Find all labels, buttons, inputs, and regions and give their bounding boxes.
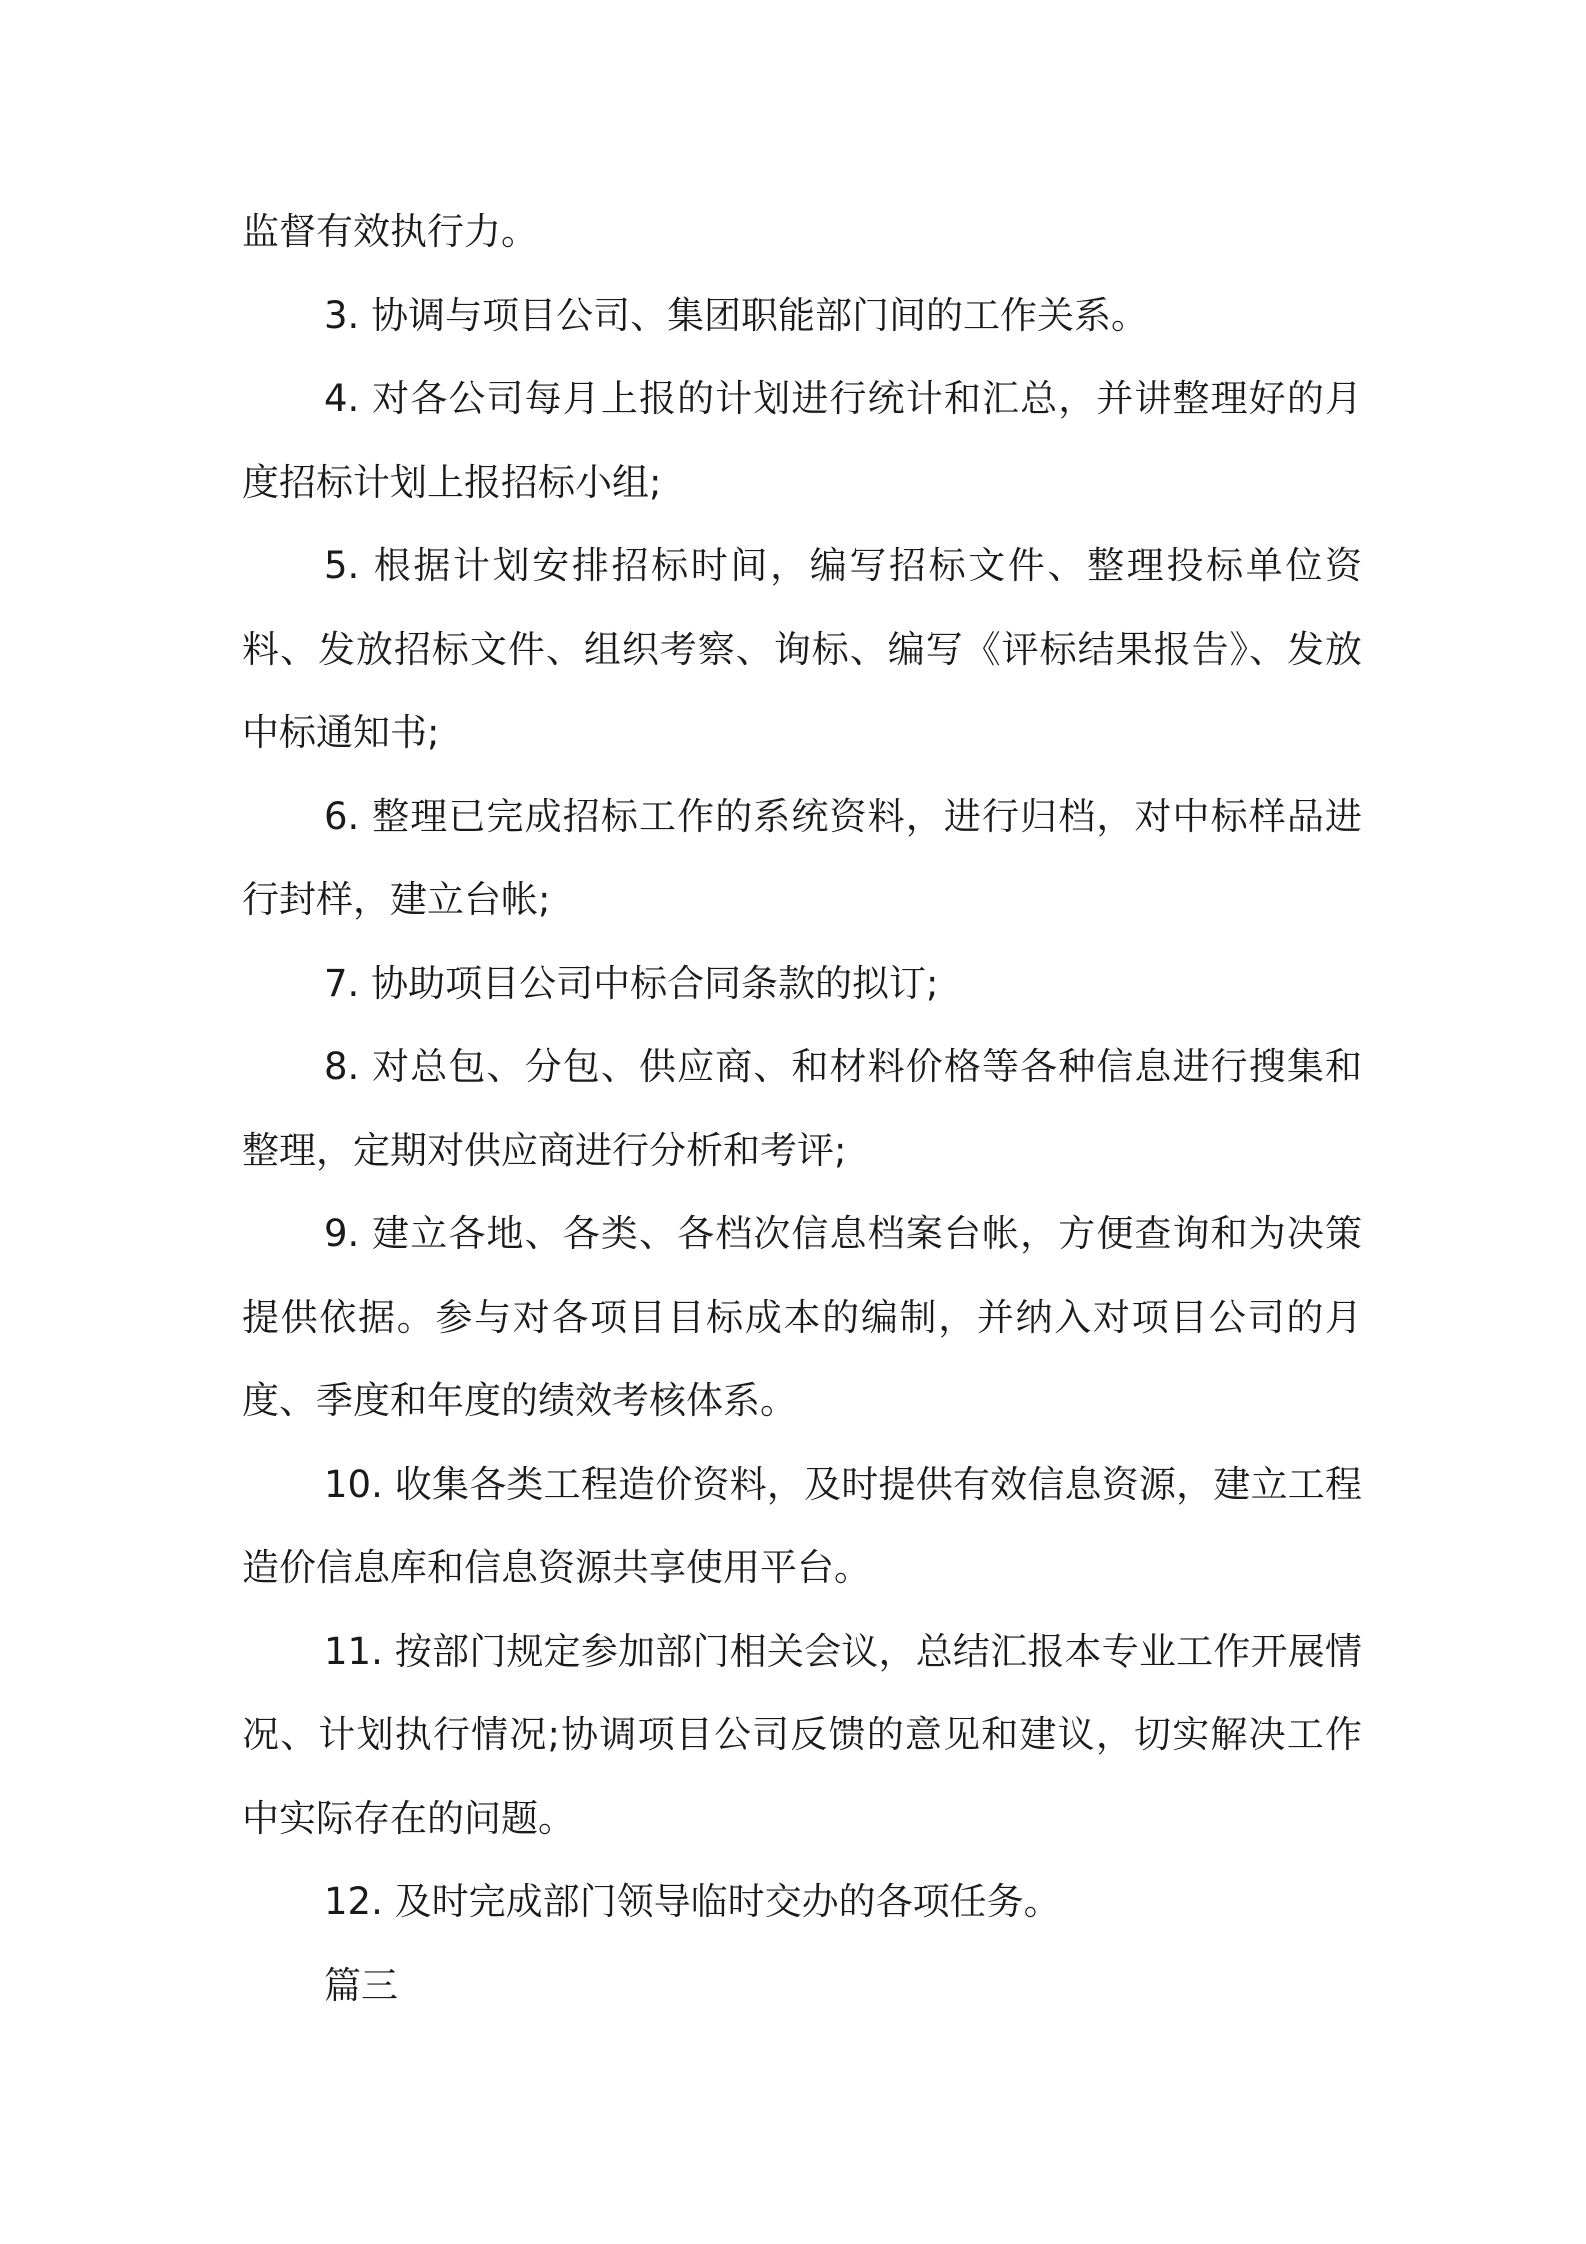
list-item-8: 8. 对总包、分包、供应商、和材料价格等各种信息进行搜集和整理，定期对供应商进行分析和考评; — [242, 1045, 1362, 1172]
list-item-10: 10. 收集各类工程造价资料，及时提供有效信息资源，建立工程造价信息库和信息资源共享使用平台。 — [242, 1462, 1362, 1589]
list-item-7: 7. 协助项目公司中标合同条款的拟订; — [324, 961, 939, 1005]
paragraph-continuation: 监督有效执行力。 — [242, 210, 538, 253]
list-item-3: 3. 协调与项目公司、集团职能部门间的工作关系。 — [324, 293, 1149, 337]
section-heading: 篇三 — [324, 1963, 398, 2007]
list-item-11: 11. 按部门规定参加部门相关会议，总结汇报本专业工作开展情况、计划执行情况;协调项目公司反馈的意见和建议，切实解决工作中实际存在的问题。 — [242, 1629, 1362, 1840]
list-item-5: 5. 根据计划安排招标时间，编写招标文件、整理投标单位资料、发放招标文件、组织考察、询标、编写《评标结果报告》、发放中标通知书; — [242, 544, 1362, 754]
list-item-9: 9. 建立各地、各类、各档次信息档案台帐，方便查询和为决策提供依据。参与对各项目目标成本的编制，并纳入对项目公司的月度、季度和年度的绩效考核体系。 — [242, 1212, 1362, 1422]
list-item-6: 6. 整理已完成招标工作的系统资料，进行归档，对中标样品进行封样，建立台帐; — [242, 794, 1362, 921]
document-body — [242, 190, 1362, 2027]
list-item-12: 12. 及时完成部门领导临时交办的各项任务。 — [324, 1880, 1061, 1923]
list-item-4: 4. 对各公司每月上报的计划进行统计和汇总，并讲整理好的月度招标计划上报招标小组; — [242, 377, 1362, 504]
